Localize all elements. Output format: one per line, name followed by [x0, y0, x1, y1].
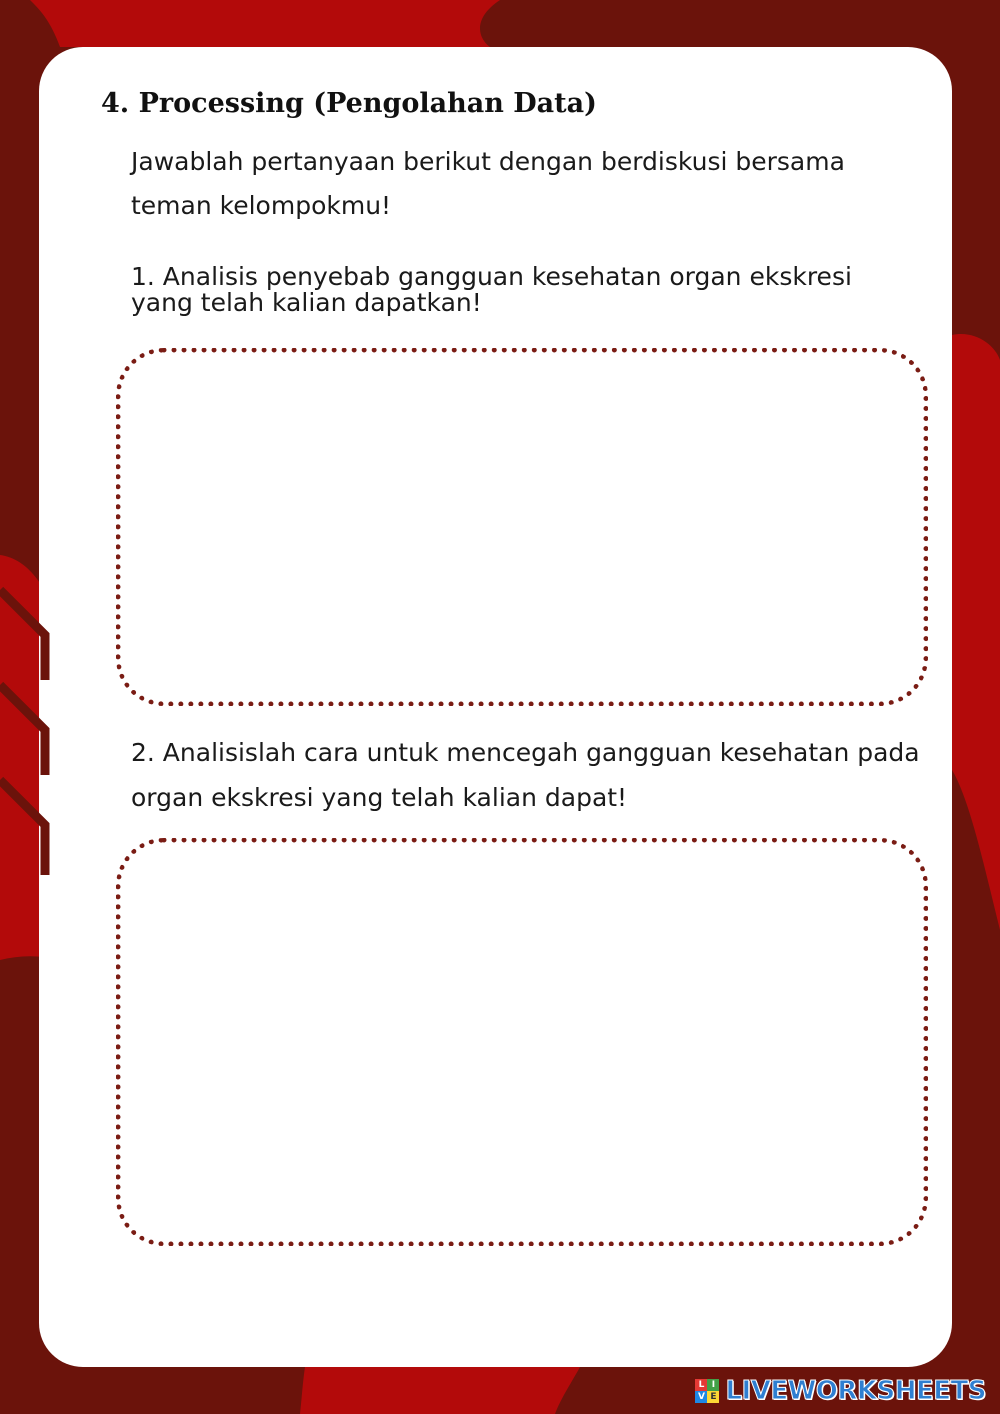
brand-name: LIVEWORKSHEETS [725, 1376, 986, 1406]
answer-box-1[interactable] [116, 348, 928, 706]
logo-letter-l: L [695, 1379, 707, 1391]
question-1-text: 1. Analisis penyebab gangguan kesehatan organ ekskresi yang telah kalian dapatkan! [131, 262, 852, 317]
logo-letter-i: I [707, 1379, 719, 1391]
instruction-text: Jawablah pertanyaan berikut dengan berdiskusi bersama teman kelompokmu! [131, 147, 845, 220]
answer-box-2[interactable] [116, 838, 928, 1246]
liveworksheets-brand [695, 1376, 986, 1406]
chevron-decoration-icon [0, 585, 60, 885]
section-title: 4. Processing (Pengolahan Data) [101, 88, 597, 119]
question-2-text: 2. Analisislah cara untuk mencegah gangguan kesehatan pada organ ekskresi yang telah kalian dapat! [131, 738, 920, 812]
logo-letter-e: E [707, 1391, 719, 1403]
logo-letter-v: V [695, 1391, 707, 1403]
liveworksheets-logo-icon [695, 1379, 719, 1403]
